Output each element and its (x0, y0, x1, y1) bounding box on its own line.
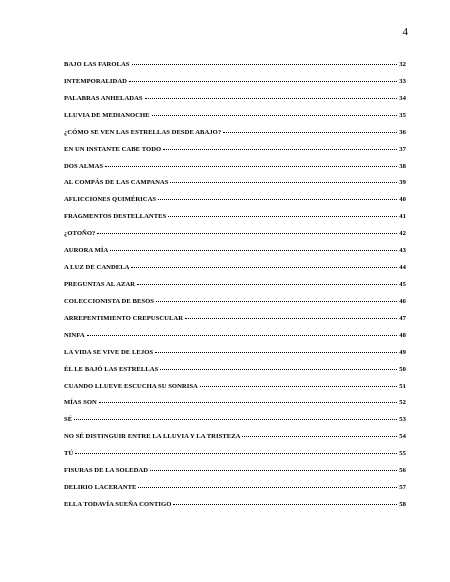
toc-entry[interactable] (64, 61, 406, 78)
toc-entry[interactable] (64, 129, 406, 146)
toc-entry-title: LA VIDA SE VIVE DE LEJOS (64, 348, 154, 356)
toc-entry-page-number: 46 (399, 297, 406, 305)
toc-entry-page-number: 51 (399, 382, 406, 390)
dot-leader (138, 487, 397, 488)
dot-leader (170, 182, 397, 183)
dot-leader (129, 81, 397, 82)
toc-entry-page-number: 48 (399, 331, 406, 339)
toc-entry[interactable] (64, 281, 406, 298)
toc-entry-page-number: 37 (399, 145, 406, 153)
toc-entry-page-number: 52 (399, 399, 406, 407)
toc-entry-page-number: 54 (399, 433, 406, 441)
toc-entry-page-number: 34 (399, 94, 406, 102)
toc-entry[interactable] (64, 484, 406, 501)
toc-entry[interactable] (64, 112, 406, 129)
toc-entry-page-number: 38 (399, 162, 406, 170)
toc-entry[interactable] (64, 213, 406, 230)
toc-entry-page-number: 47 (399, 314, 406, 322)
toc-entry-page-number: 39 (399, 179, 406, 187)
toc-entry-page-number: 44 (399, 264, 406, 272)
toc-entry-page-number: 57 (399, 484, 406, 492)
toc-entry-title: FRAGMENTOS DESTELLANTES (64, 213, 167, 221)
toc-entry-title: ¿CÓMO SE VEN LAS ESTRELLAS DESDE ABAJO? (64, 128, 222, 136)
toc-entry-title: ÉL LE BAJÓ LAS ESTRELLAS (64, 365, 159, 373)
dot-leader (74, 419, 397, 420)
toc-entry-page-number: 56 (399, 467, 406, 475)
toc-entry[interactable] (64, 467, 406, 484)
toc-entry-title: EN UN INSTANTE CABE TODO (64, 145, 162, 153)
toc-entry-page-number: 41 (399, 213, 406, 221)
toc-entry[interactable] (64, 399, 406, 416)
toc-entry-title: ELLA TODAVÍA SUEÑA CONTIGO (64, 500, 172, 508)
toc-entry[interactable] (64, 298, 406, 315)
toc-entry[interactable] (64, 383, 406, 400)
toc-entry-title: DOS ALMAS (64, 162, 104, 170)
dot-leader (158, 199, 397, 200)
dot-leader (137, 284, 397, 285)
toc-entry-title: AFLICCIONES QUIMÉRICAS (64, 196, 157, 204)
toc-entry-page-number: 35 (399, 111, 406, 119)
dot-leader (87, 335, 398, 336)
toc-entry-page-number: 49 (399, 348, 406, 356)
dot-leader (173, 504, 397, 505)
toc-entry-page-number: 53 (399, 416, 406, 424)
toc-entry-page-number: 36 (399, 128, 406, 136)
toc-entry-title: A LUZ DE CANDELA (64, 264, 130, 272)
toc-entry-title: NINFA (64, 331, 85, 339)
toc-entry[interactable] (64, 163, 406, 180)
toc-entry-page-number: 43 (399, 247, 406, 255)
dot-leader (163, 149, 397, 150)
dot-leader (242, 436, 397, 437)
toc-entry[interactable] (64, 146, 406, 163)
toc-entry-page-number: 45 (399, 280, 406, 288)
toc-entry-title: PREGUNTAS AL AZAR (64, 280, 136, 288)
toc-entry-page-number: 50 (399, 365, 406, 373)
dot-leader (168, 216, 397, 217)
toc-entry-title: AURORA MÍA (64, 247, 109, 255)
toc-entry-title: TÚ (64, 450, 74, 458)
toc-entry-page-number: 32 (399, 61, 406, 68)
toc-entry-page-number: 42 (399, 230, 406, 238)
toc-entry-title: FISURAS DE LA SOLEDAD (64, 467, 149, 475)
dot-leader (223, 132, 397, 133)
toc-entry[interactable] (64, 95, 406, 112)
dot-leader (99, 402, 397, 403)
dot-leader (75, 453, 397, 454)
dot-leader (160, 369, 397, 370)
dot-leader (132, 64, 398, 65)
dot-leader (110, 250, 397, 251)
toc-entry-title: DELIRIO LACERANTE (64, 484, 137, 492)
toc-entry-title: LLUVIA DE MEDIANOCHE (64, 111, 150, 119)
toc-entry[interactable] (64, 230, 406, 247)
toc-entry[interactable] (64, 501, 406, 518)
toc-entry-title: MÍAS SON (64, 399, 97, 407)
toc-entry[interactable] (64, 196, 406, 213)
toc-entry[interactable] (64, 349, 406, 366)
toc-entry-page-number: 40 (399, 196, 406, 204)
toc-entry-title: PALABRAS ANHELADAS (64, 94, 143, 102)
toc-entry-page-number: 33 (399, 77, 406, 85)
dot-leader (131, 267, 397, 268)
toc-entry-title: AL COMPÁS DE LAS CAMPANAS (64, 179, 169, 187)
toc-entry[interactable] (64, 416, 406, 433)
toc-entry[interactable] (64, 450, 406, 467)
table-of-contents (64, 61, 406, 518)
dot-leader (155, 352, 397, 353)
dot-leader (105, 166, 397, 167)
toc-entry[interactable] (64, 247, 406, 264)
toc-entry-title: NO SÉ DISTINGUIR ENTRE LA LLUVIA Y LA TRISTEZA (64, 433, 241, 441)
toc-entry[interactable] (64, 332, 406, 349)
dot-leader (97, 233, 397, 234)
toc-entry[interactable] (64, 315, 406, 332)
toc-entry-title: ¿OTOÑO? (64, 230, 96, 238)
toc-entry-title: BAJO LAS FAROLAS (64, 61, 130, 68)
toc-entry-title: COLECCIONISTA DE BESOS (64, 297, 155, 305)
toc-entry-page-number: 55 (399, 450, 406, 458)
page-number: 4 (402, 26, 408, 38)
toc-entry-title: ARREPENTIMIENTO CREPUSCULAR (64, 314, 184, 322)
dot-leader (185, 318, 397, 319)
toc-entry-title: CUANDO LLUEVE ESCUCHA SU SONRISA (64, 382, 198, 390)
dot-leader (145, 98, 398, 99)
toc-entry-title: SÉ (64, 416, 73, 424)
toc-entry[interactable] (64, 366, 406, 383)
toc-entry[interactable] (64, 433, 406, 450)
toc-entry[interactable] (64, 78, 406, 95)
toc-entry[interactable] (64, 264, 406, 281)
dot-leader (150, 470, 397, 471)
toc-entry[interactable] (64, 179, 406, 196)
dot-leader (156, 301, 397, 302)
dot-leader (152, 115, 398, 116)
dot-leader (200, 386, 397, 387)
toc-entry-page-number: 58 (399, 500, 406, 508)
toc-entry-title: INTEMPORALIDAD (64, 77, 127, 85)
